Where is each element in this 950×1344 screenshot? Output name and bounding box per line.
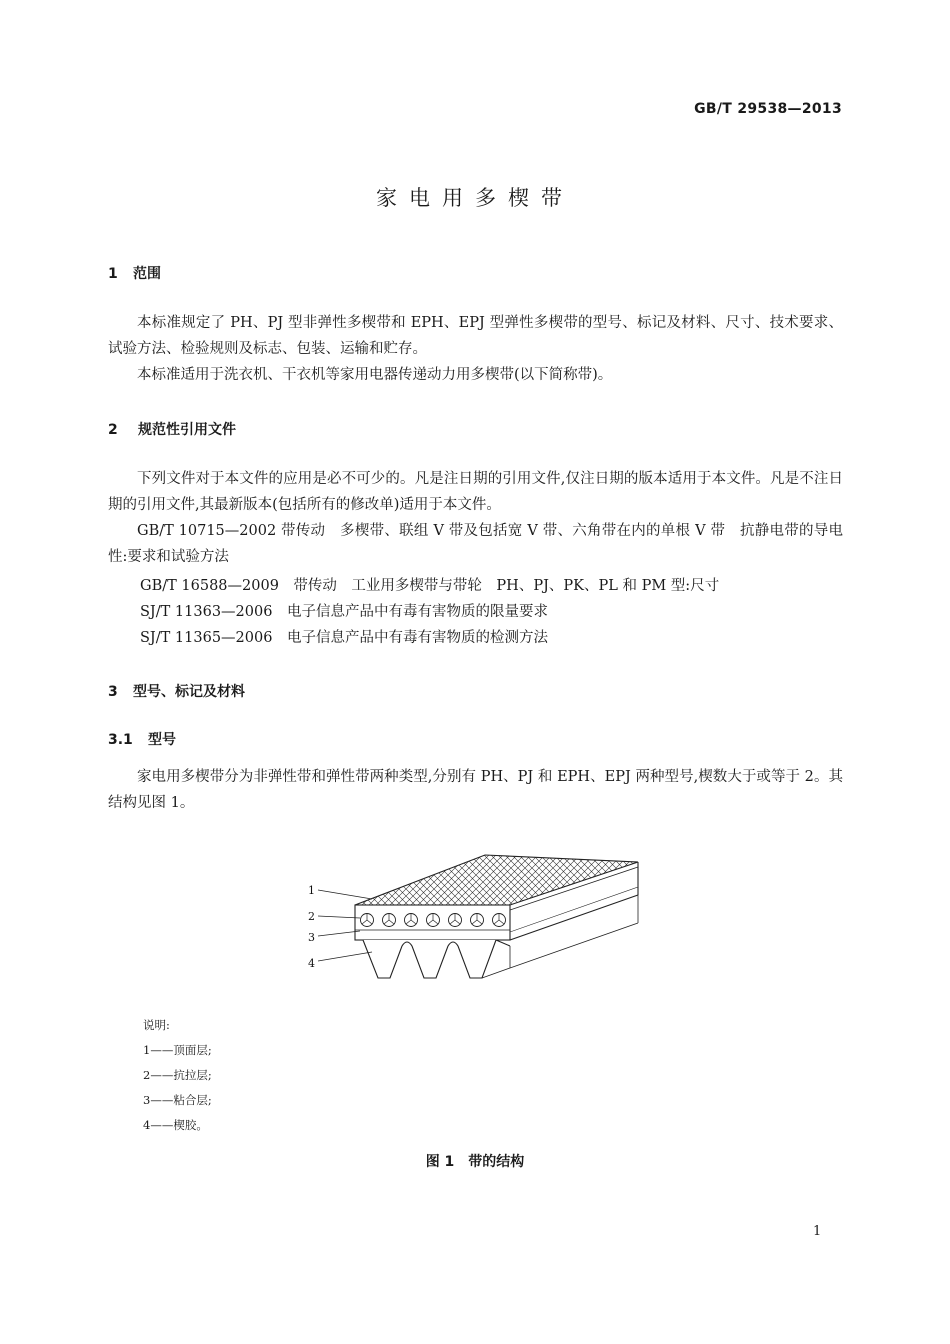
section-title: 型号、标记及材料 — [133, 684, 245, 700]
callout-1: 1 — [308, 884, 315, 897]
legend-item: 4——楔胶。 — [143, 1118, 208, 1132]
section-2-heading — [108, 419, 236, 439]
callout-4: 4 — [308, 957, 315, 970]
legend-title: 说明: — [143, 1018, 170, 1032]
belt-drawing — [318, 855, 638, 978]
section-title: 范围 — [133, 266, 161, 282]
section-number: 1 — [108, 266, 118, 282]
section-1-heading — [108, 263, 161, 283]
document-title: 家电用多楔带 — [376, 186, 574, 210]
figure-caption: 图 1 带的结构 — [425, 1154, 525, 1170]
paragraph: 本标准适用于洗衣机、干衣机等家用电器传递动力用多楔带(以下简称带)。 — [137, 367, 613, 383]
paragraph: 家电用多楔带分为非弹性带和弹性带两种类型,分别有 PH、PJ 和 EPH、EPJ 两种型号,楔数大于或等于 2。其结构见图 1。 — [108, 769, 843, 811]
subsection-3-1-heading — [108, 729, 176, 749]
legend-item: 2——抗拉层; — [143, 1068, 212, 1082]
section-number: 3 — [108, 684, 118, 700]
section-title: 型号 — [148, 732, 176, 748]
legend-item: 1——顶面层; — [143, 1043, 212, 1057]
legend-item: 3——粘合层; — [143, 1093, 212, 1107]
paragraph: 下列文件对于本文件的应用是必不可少的。凡是注日期的引用文件,仅注日期的版本适用于本文件。凡是不注日期的引用文件,其最新版本(包括所有的修改单)适用于本文件。 — [108, 471, 843, 513]
reference-item: GB/T 16588—2009 带传动 工业用多楔带与带轮 PH、PJ、PK、PL 和 PM 型:尺寸 — [140, 578, 720, 594]
reference-item: GB/T 10715—2002 带传动 多楔带、联组 V 带及包括宽 V 带、六角带在内的单根 V 带 抗静电带的导电性:要求和试验方法 — [108, 523, 843, 565]
section-3-heading — [108, 681, 245, 701]
section-title: 规范性引用文件 — [138, 422, 236, 438]
section-number: 3.1 — [108, 732, 133, 748]
callout-3: 3 — [308, 931, 315, 944]
reference-item: SJ/T 11365—2006 电子信息产品中有毒有害物质的检测方法 — [140, 630, 548, 646]
paragraph: 本标准规定了 PH、PJ 型非弹性多楔带和 EPH、EPJ 型弹性多楔带的型号、标记及材料、尺寸、技术要求、试验方法、检验规则及标志、包装、运输和贮存。 — [108, 315, 843, 357]
standard-number: GB/T 29538—2013 — [694, 101, 842, 117]
callout-2: 2 — [308, 910, 315, 923]
page-number: 1 — [813, 1224, 822, 1239]
section-number: 2 — [108, 422, 118, 438]
belt-structure-figure — [300, 848, 650, 988]
reference-item: SJ/T 11363—2006 电子信息产品中有毒有害物质的限量要求 — [140, 604, 548, 620]
